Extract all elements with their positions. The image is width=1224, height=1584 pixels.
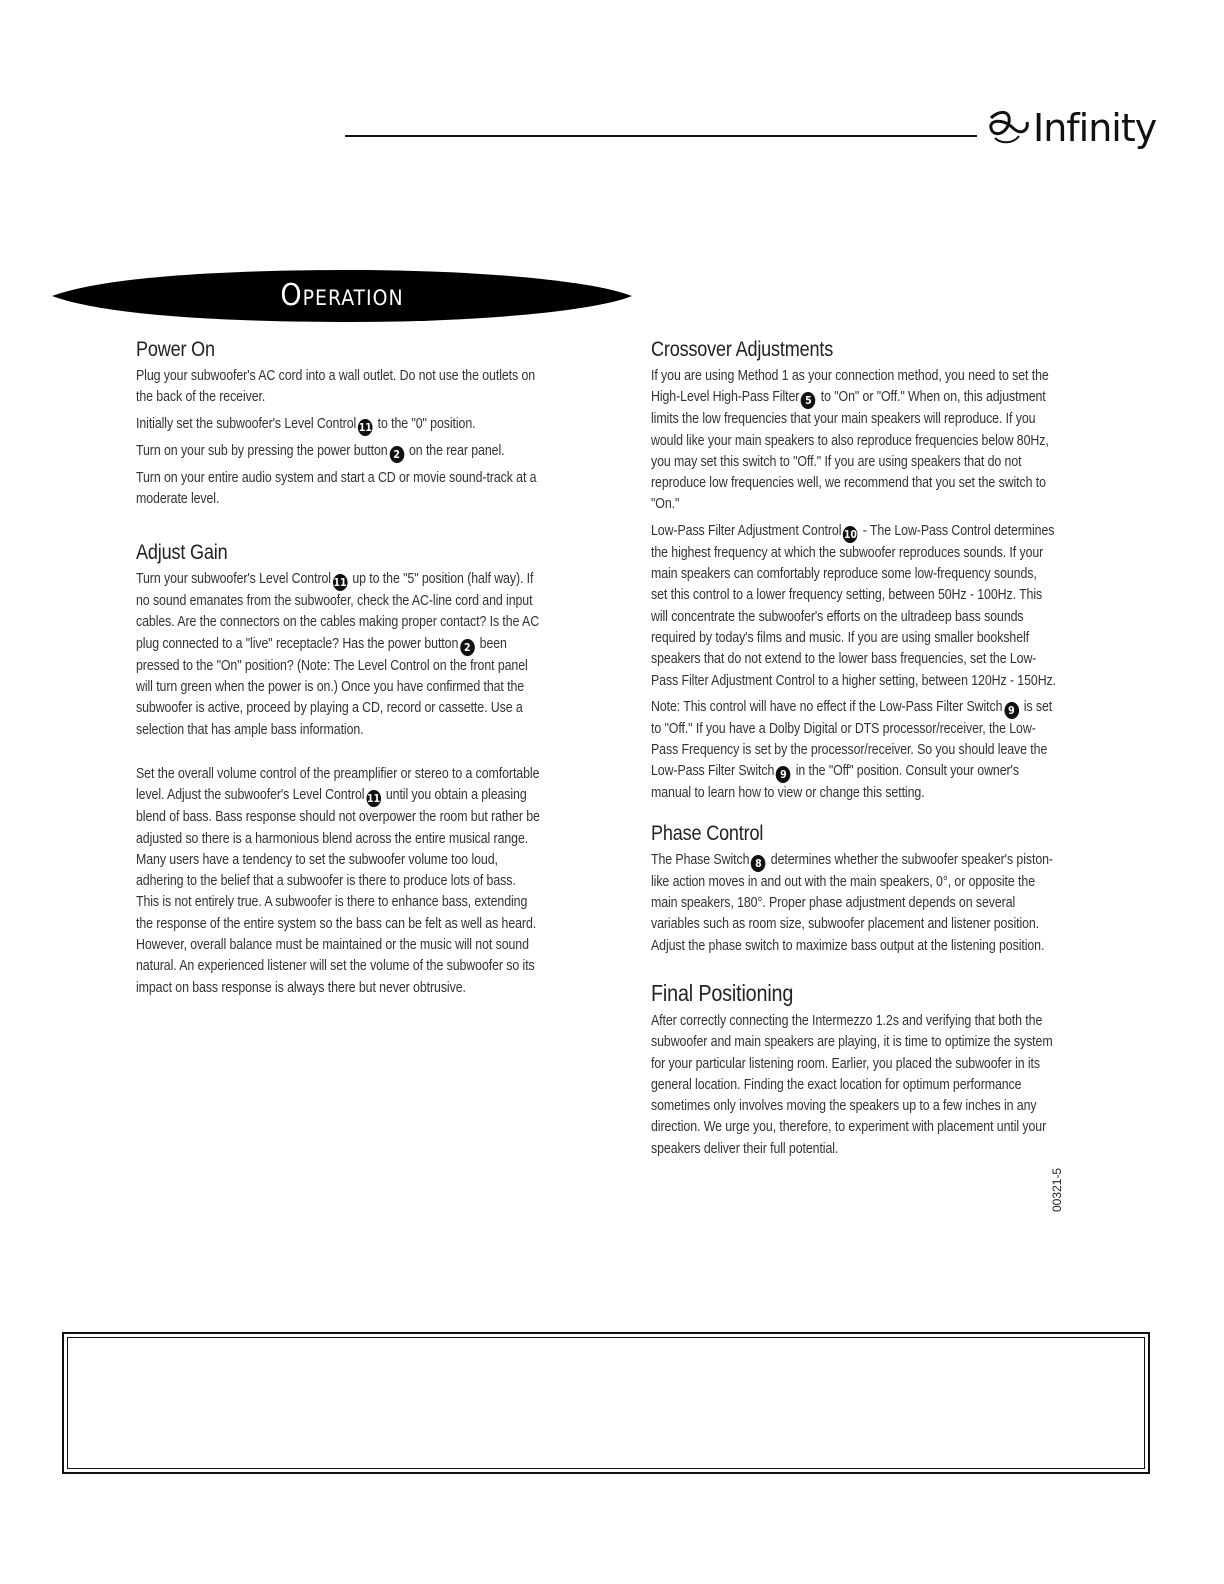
brand-name: Infinity bbox=[1033, 106, 1157, 150]
section-title: Operation bbox=[280, 278, 404, 313]
paragraph: Turn on your entire audio system and start a CD or movie sound-track at a moderate level. bbox=[136, 469, 537, 507]
left-column bbox=[136, 338, 542, 1004]
callout-badge: 11 bbox=[358, 420, 372, 434]
right-column bbox=[651, 338, 1057, 1165]
heading-phase-control: Phase Control bbox=[651, 821, 764, 845]
callout-badge: 5 bbox=[801, 392, 816, 409]
footer-box bbox=[62, 1332, 1150, 1474]
infinity-swirl-icon bbox=[985, 108, 1031, 148]
heading-power-on: Power On bbox=[136, 338, 215, 361]
callout-badge: 2 bbox=[389, 446, 404, 463]
paragraph: Low-Pass Filter Adjustment Control 10 - The Low-Pass Control determines the highest frequency at which the subwoofer reproduces sounds. If your main speakers can comfortably reproduce some low-frequency sounds, set this control to a lower frequency setting, between 50Hz - 100Hz. This will concentrate the subwoofer's efforts on the ultradeep bass sounds required by today's films and music. If you are using smaller bookshelf speakers that do not extend to the lower bass frequencies, set the Low-Pass Filter Adjustment Control to a higher setting, between 120Hz - 150Hz. bbox=[651, 522, 1057, 689]
paragraph: Set the overall volume control of the preamplifier or stereo to a comfortable level. Adjust the subwoofer's Level Control 11 until you obtain a pleasing blend of bass. Bass response should not overpower the room but rather be adjusted so there is a harmonious blend across the entire musical range. Many users have a tendency to set the subwoofer volume too loud, adhering to the belief that a subwoofer is there to produce lots of bass. This is not entirely true. A subwoofer is there to enhance bass, extending the response of the entire system so the bass can be felt as well as heard. However, overall balance must be maintained or the music will not sound natural. An experienced listener will set the volume of the subwoofer so its impact on bass response is always there but never obtrusive. bbox=[136, 765, 540, 996]
callout-badge: 8 bbox=[751, 855, 766, 872]
heading-crossover: Crossover Adjustments bbox=[651, 338, 834, 361]
paragraph: Plug your subwoofer's AC cord into a wall outlet. Do not use the outlets on the back of the receiver. bbox=[136, 368, 536, 406]
callout-badge: 11 bbox=[366, 792, 380, 806]
paragraph: Initially set the subwoofer's Level Control 11 to the "0" position. bbox=[136, 415, 476, 434]
paragraph: Turn on your sub by pressing the power button 2 on the rear panel. bbox=[136, 442, 505, 461]
paragraph: Turn your subwoofer's Level Control 11 up to the "5" position (half way). If no sound emanates from the subwoofer, check the AC-line cord and input cables. Are the connectors on the cables making proper contact? Is the AC plug connected to a "live" receptacle? Has the power button 2 been pressed to the "On" position? (Note: The Level Control on the front panel will turn green when the power is on.) Once you have confirmed that the subwoofer is active, proceed by playing a CD, record or cassette. Use a selection that has ample bass information. bbox=[136, 571, 540, 738]
heading-final-positioning: Final Positioning bbox=[651, 979, 794, 1006]
paragraph: Note: This control will have no effect if the Low-Pass Filter Switch 9 is set to "Off." If you have a Dolby Digital or DTS processor/receiver, the Low-Pass Frequency is set by the processor/receiver. So you should leave the Low-Pass Filter Switch 9 in the "Off" position. Consult your owner's manual to learn how to view or change this setting. bbox=[651, 698, 1053, 802]
footer-box-inner bbox=[67, 1337, 1145, 1469]
paragraph: After correctly connecting the Intermezzo 1.2s and verifying that both the subwoofer and main speakers are playing, it is time to optimize the system for your particular listening room. Earlier, you placed the subwoofer in its general location. Finding the exact location for optimum performance sometimes only involves moving the speakers up to a few inches in any direction. We urge you, therefore, to experiment with placement until your speakers deliver their full potential. bbox=[651, 1012, 1053, 1157]
brand-logo bbox=[985, 104, 1156, 152]
callout-badge: 9 bbox=[776, 766, 791, 783]
document-code: 00321-5 bbox=[1050, 1167, 1064, 1212]
section-banner bbox=[52, 270, 632, 322]
paragraph: If you are using Method 1 as your connection method, you need to set the High-Level High-Pass Filter 5 to "On" or "Off." When on, this adjustment limits the low frequencies that your main speakers will reproduce. If you would like your main speakers to also reproduce frequencies below 80Hz, you may set this switch to "Off." If you are using speakers that do not reproduce low frequencies well, we recommend that you set the switch to "On." bbox=[651, 368, 1049, 513]
callout-badge: 11 bbox=[333, 576, 347, 590]
heading-adjust-gain: Adjust Gain bbox=[136, 541, 228, 565]
header-rule bbox=[345, 135, 977, 137]
paragraph: The Phase Switch 8 determines whether the subwoofer speaker's piston-like action moves in and out with the main speakers, 0°, or opposite the main speakers, 180°. Proper phase adjustment depends on several variables such as room size, subwoofer placement and listener position. Adjust the phase switch to maximize bass output at the listening position. bbox=[651, 851, 1053, 954]
callout-badge: 2 bbox=[460, 639, 475, 656]
callout-badge: 9 bbox=[1004, 702, 1019, 719]
callout-badge: 10 bbox=[843, 527, 857, 541]
